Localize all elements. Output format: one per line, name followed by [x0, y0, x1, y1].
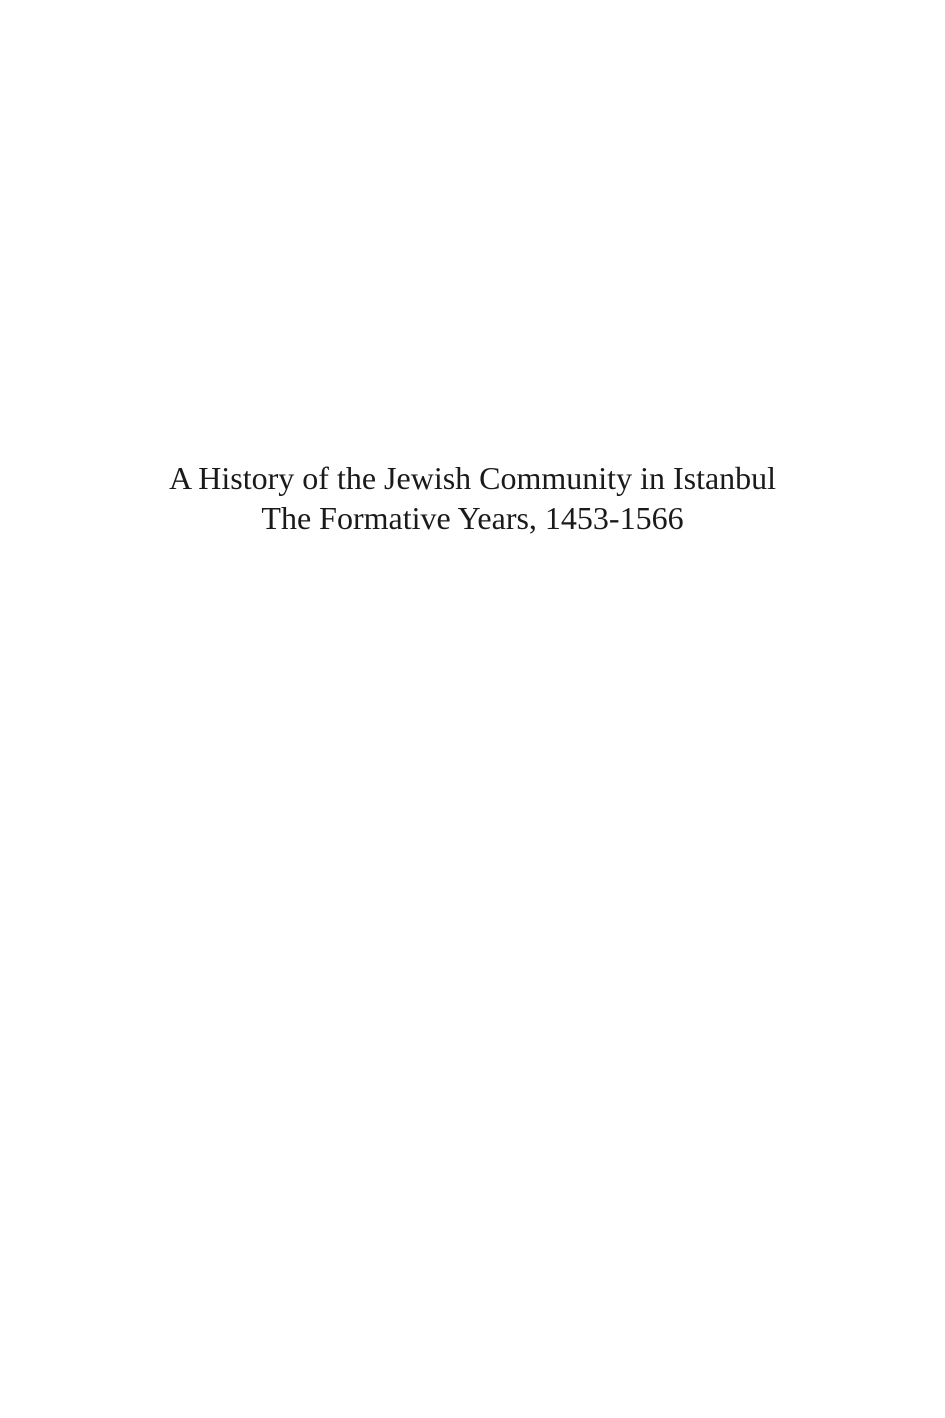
half-title-block — [0, 458, 945, 538]
book-title: A History of the Jewish Community in Istanbul — [168, 460, 777, 496]
book-subtitle: The Formative Years, 1453-1566 — [261, 500, 684, 536]
